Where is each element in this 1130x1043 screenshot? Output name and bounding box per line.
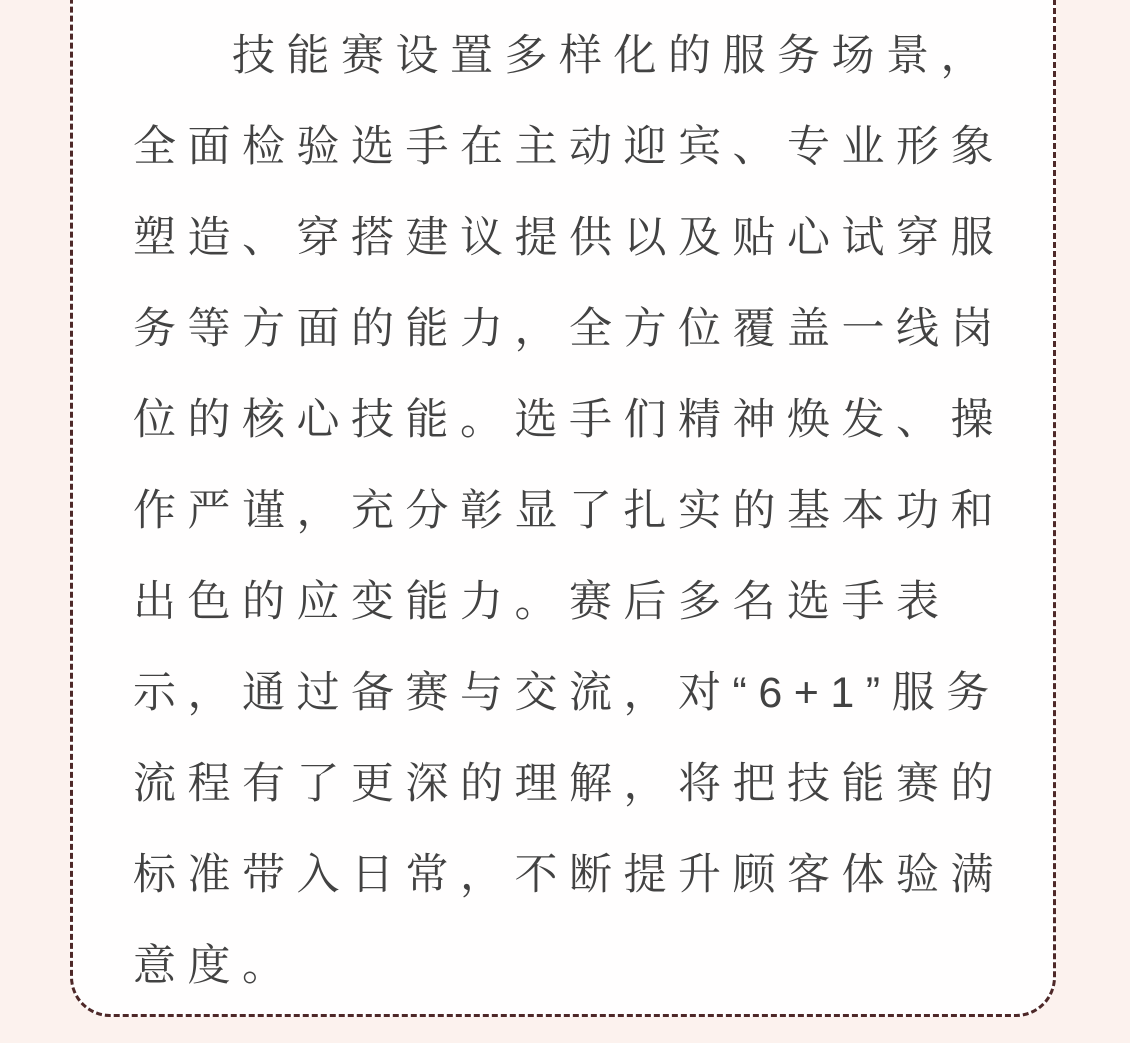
paragraph-line: 全面检验选手在主动迎宾、专业形象 — [133, 123, 1005, 171]
paragraph-line: 务等方面的能力，全方位覆盖一线岗 — [133, 305, 1005, 353]
paragraph-line: 示，通过备赛与交流，对“6+1”服务 — [133, 669, 1001, 717]
paragraph-line: 流程有了更深的理解，将把技能赛的 — [133, 760, 1005, 808]
paragraph-line: 位的核心技能。选手们精神焕发、操 — [133, 396, 1005, 444]
dashed-border-text-card — [70, 0, 1056, 1017]
paragraph-line: 意度。 — [133, 942, 297, 990]
paragraph-line: 作严谨，充分彰显了扎实的基本功和 — [133, 487, 1005, 535]
paragraph-line: 出色的应变能力。赛后多名选手表 — [133, 578, 951, 626]
paragraph-line: 标准带入日常，不断提升顾客体验满 — [133, 851, 1005, 899]
article-paragraph — [73, 0, 1053, 1012]
paragraph-line: 技能赛设置多样化的服务场景， — [232, 32, 995, 80]
paragraph-line: 塑造、穿搭建议提供以及贴心试穿服 — [133, 214, 1005, 262]
